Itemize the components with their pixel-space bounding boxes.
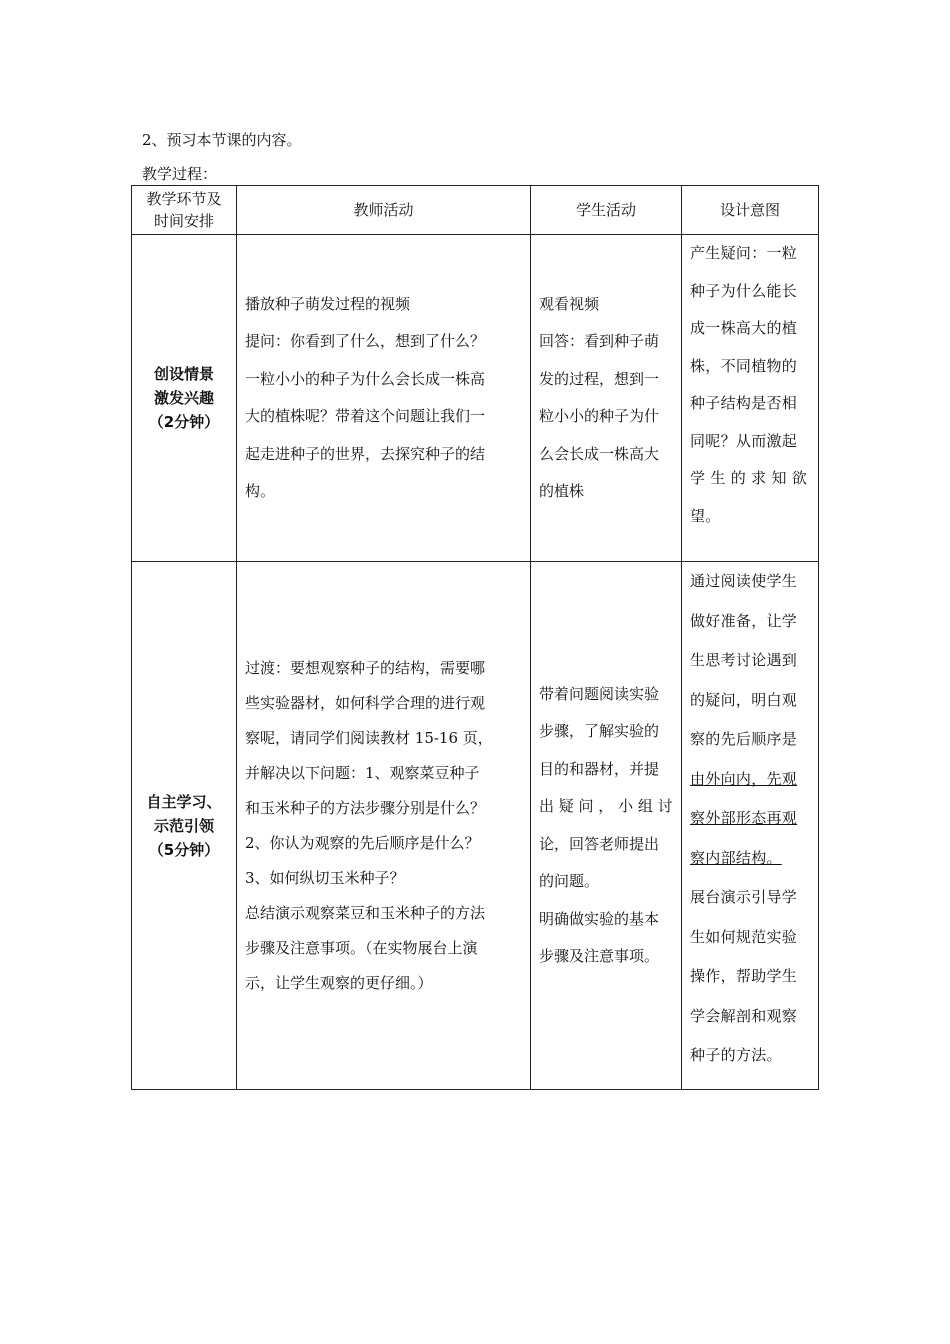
teacher-line: 步骤及注意事项。（在实物展台上演	[245, 938, 478, 957]
student-line: 观看视频	[539, 294, 600, 313]
teacher-line: 提问：你看到了什么，想到了什么？	[245, 332, 486, 350]
student-activity-cell	[531, 562, 682, 1090]
intent-line-underlined: 察外部形态再观	[690, 809, 798, 827]
teacher-line: 察呢，请同学们阅读教材 15-16 页，	[245, 728, 493, 747]
teacher-line: 示，让学生观察的更仔细。）	[245, 973, 433, 992]
intent-line: 株，不同植物的	[690, 356, 798, 375]
student-line: 么会长成一株高大	[539, 444, 660, 463]
teacher-line: 大的植株呢？带着这个问题让我们一	[245, 407, 486, 425]
intent-line: 生思考讨论遇到	[690, 651, 798, 669]
header-stage-line: 教学环节及	[146, 190, 222, 208]
header-intent: 设计意图	[682, 186, 819, 235]
intent-line: 种子结构是否相	[690, 394, 798, 412]
lesson-table	[131, 185, 819, 1090]
student-line: 的问题。	[539, 872, 600, 890]
table-header-row	[132, 186, 819, 235]
teacher-line: 总结演示观察菜豆和玉米种子的方法	[245, 903, 486, 922]
student-line: 明确做实验的基本	[539, 909, 660, 928]
student-line: 步骤，了解实验的	[539, 722, 660, 740]
student-line: 论，回答老师提出	[539, 834, 660, 853]
intent-line: 种子的方法。	[690, 1046, 782, 1064]
intent-line: 做好准备，让学	[690, 611, 798, 630]
teacher-line: 3、如何纵切玉米种子？	[245, 868, 405, 887]
intent-line: 学会解剖和观察	[690, 1006, 798, 1025]
stage-line: （2分钟）	[148, 413, 220, 431]
design-intent-cell	[682, 235, 819, 562]
student-line: 回答：看到种子萌	[539, 332, 660, 350]
student-line: 粒小小的种子为什	[539, 407, 660, 425]
intent-line: 学 生 的 求 知 欲	[690, 469, 808, 487]
table-row	[132, 562, 819, 1090]
teacher-line: 过渡：要想观察种子的结构，需要哪	[245, 658, 486, 677]
intent-line: 产生疑问：一粒	[690, 244, 798, 262]
intent-line: 通过阅读使学生	[690, 572, 798, 590]
header-stage	[132, 186, 237, 235]
teacher-line: 起走进种子的世界，去探究种子的结	[245, 444, 486, 463]
teacher-activity-cell	[237, 235, 531, 562]
stage-cell	[132, 562, 237, 1090]
intent-line: 同呢？从而激起	[690, 431, 798, 450]
intent-line: 望。	[690, 506, 721, 525]
intent-line: 操作，帮助学生	[690, 967, 798, 985]
teacher-line: 和玉米种子的方法步骤分别是什么？	[245, 798, 486, 817]
student-line: 目的和器材，并提	[539, 759, 660, 778]
intent-line: 的疑问，明白观	[690, 690, 798, 709]
teacher-line: 播放种子萌发过程的视频	[245, 294, 411, 313]
stage-line: 自主学习、	[146, 792, 222, 811]
stage-line: （5分钟）	[148, 840, 220, 859]
intent-line-underlined: 察内部结构。	[690, 848, 782, 867]
student-line: 带着问题阅读实验	[539, 684, 660, 703]
header-stage-line: 时间安排	[153, 212, 214, 230]
student-line: 的植株	[539, 482, 585, 500]
intent-line: 展台演示引导学	[690, 888, 798, 906]
student-line: 步骤及注意事项。	[539, 947, 660, 965]
design-intent-cell	[682, 562, 819, 1090]
teacher-line: 构。	[245, 482, 276, 500]
intent-line: 察的先后顺序是	[690, 730, 798, 748]
stage-line: 示范引领	[153, 816, 214, 835]
stage-cell	[132, 235, 237, 562]
student-line: 出 疑 问 ， 小 组 讨	[539, 797, 673, 815]
process-label: 教学过程：	[142, 165, 218, 183]
intent-line: 成一株高大的植	[690, 319, 798, 337]
prep-item: 2、预习本节课的内容。	[142, 131, 302, 149]
intent-line: 生如何规范实验	[690, 927, 798, 946]
student-activity-cell	[531, 235, 682, 562]
header-student: 学生活动	[531, 186, 682, 235]
stage-line: 激发兴趣	[153, 389, 214, 407]
teacher-line: 并解决以下问题：1、观察菜豆种子	[245, 763, 480, 782]
teacher-line: 一粒小小的种子为什么会长成一株高	[245, 369, 486, 388]
intent-line-underlined: 由外向内，先观	[690, 769, 798, 788]
teacher-activity-cell	[237, 562, 531, 1090]
stage-line: 创设情景	[153, 365, 214, 383]
header-teacher: 教师活动	[237, 186, 531, 235]
table-row	[132, 235, 819, 562]
teacher-line: 2、你认为观察的先后顺序是什么？	[245, 833, 480, 852]
teacher-line: 些实验器材，如何科学合理的进行观	[245, 693, 486, 712]
intent-line: 种子为什么能长	[690, 281, 798, 300]
student-line: 发的过程，想到一	[539, 369, 660, 388]
